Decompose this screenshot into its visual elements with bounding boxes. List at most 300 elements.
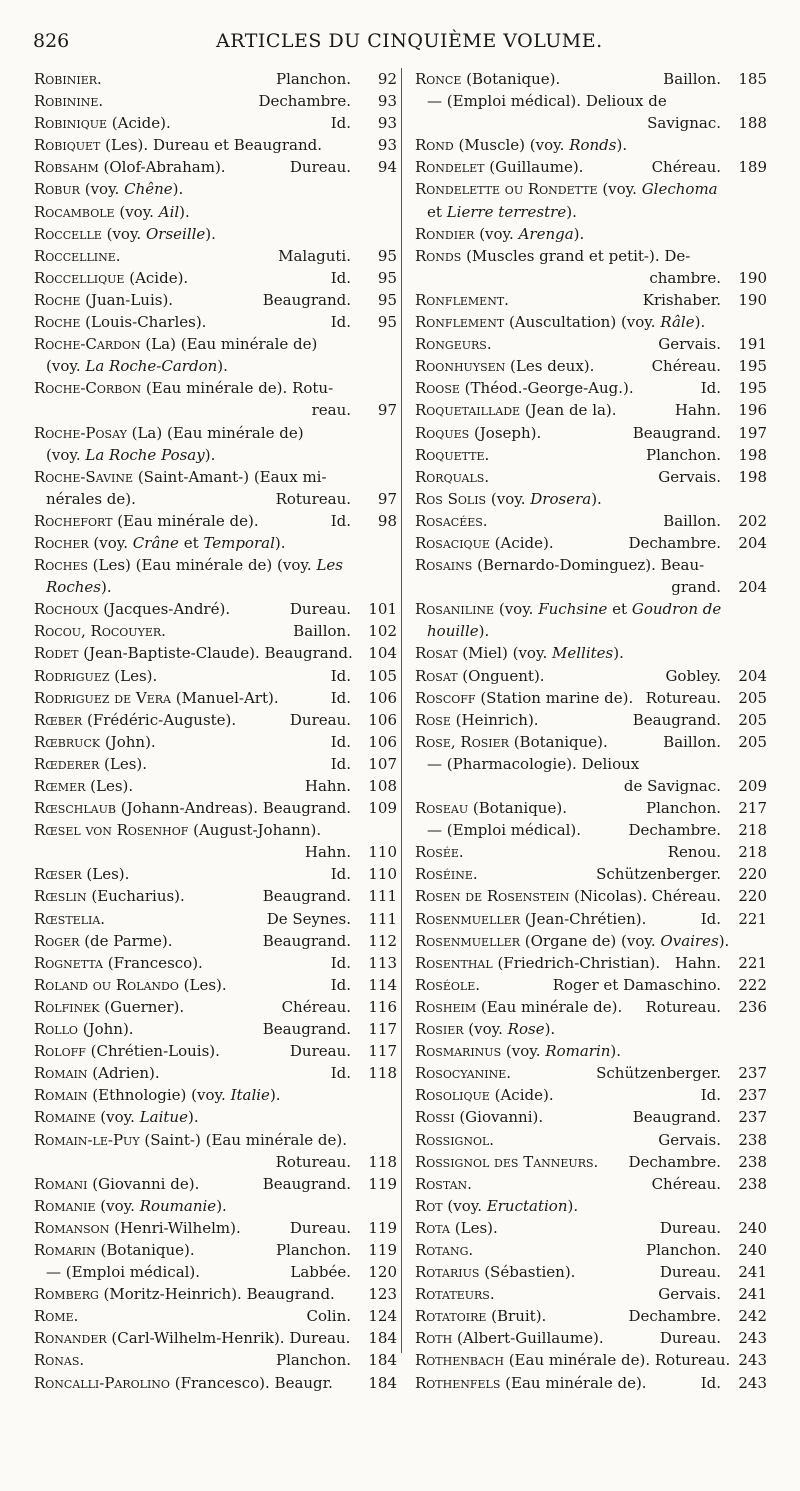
entry-page: 189 xyxy=(738,158,767,177)
index-entry xyxy=(415,863,767,885)
entry-detail: (Les) (Eau minérale de) (voy. xyxy=(87,556,317,575)
entry-page: 238 xyxy=(738,1174,767,1193)
entry-author: Id. xyxy=(330,1064,351,1083)
index-entry xyxy=(415,90,767,112)
entry-page: 217 xyxy=(738,799,767,818)
entry-detail: (Francesco). Beaugr. xyxy=(169,1373,333,1392)
entry-page: 123 xyxy=(368,1285,397,1304)
entry-page: 105 xyxy=(368,666,397,685)
entry-headword: Roncalli-Parolino xyxy=(34,1373,170,1392)
entry-detail: (Ethnologie) (voy. xyxy=(87,1086,231,1105)
entry-author: Beaugrand. xyxy=(262,887,351,906)
index-entry xyxy=(34,819,397,841)
entry-page: 104 xyxy=(368,644,397,663)
entry-page: 221 xyxy=(738,909,767,928)
entry-detail: (voy. xyxy=(463,1020,508,1039)
index-entry xyxy=(415,201,767,223)
entry-author: Chéreau. xyxy=(651,357,721,376)
index-entry xyxy=(415,311,767,333)
index-entry xyxy=(415,1217,767,1239)
entry-detail: (Guillaume). xyxy=(484,158,584,177)
index-entry xyxy=(415,377,767,399)
entry-text xyxy=(427,753,639,775)
entry-text xyxy=(34,1305,78,1327)
entry-text xyxy=(34,156,226,178)
entry-headword: Rœber xyxy=(34,710,83,729)
entry-headword: Roccelline. xyxy=(34,246,121,265)
entry-headword: Rosheim xyxy=(415,997,477,1016)
entry-headword: Rosacées. xyxy=(415,511,488,530)
entry-headword: Rorquals. xyxy=(415,467,490,486)
index-entry xyxy=(34,996,397,1018)
entry-author: Chéreau. xyxy=(651,887,721,906)
entry-page: 243 xyxy=(738,1329,767,1348)
entry-text xyxy=(415,1327,604,1349)
entry-detail: (Guerner). xyxy=(99,997,185,1016)
index-entry xyxy=(415,797,767,819)
index-entry xyxy=(34,1062,397,1084)
entry-author: Dureau. xyxy=(659,1329,721,1348)
entry-detail: (voy. xyxy=(101,224,146,243)
entry-page: 184 xyxy=(368,1373,397,1392)
entry-detail: ). xyxy=(204,445,216,464)
index-entry xyxy=(415,355,767,377)
index-entry xyxy=(34,642,397,664)
entry-text xyxy=(34,112,171,134)
entry-detail: — (Emploi médical). xyxy=(46,1263,201,1282)
entry-detail: (La) (Eau minérale de) xyxy=(140,335,318,354)
entry-text xyxy=(415,908,646,930)
entry-page: 97 xyxy=(377,489,397,508)
entry-detail: (Jean de la). xyxy=(520,401,617,420)
entry-text xyxy=(415,1239,473,1261)
entry-text xyxy=(34,797,351,819)
entry-text xyxy=(34,974,227,996)
index-entry xyxy=(415,134,767,156)
entry-detail: (Joseph). xyxy=(469,423,542,442)
entry-detail: (Louis-Charles). xyxy=(80,313,207,332)
entry-page: 198 xyxy=(738,445,767,464)
index-entry xyxy=(415,68,767,90)
entry-detail: ). xyxy=(478,622,490,641)
entry-text xyxy=(415,245,690,267)
entry-text xyxy=(34,775,133,797)
index-entry xyxy=(415,1040,767,1062)
entry-text xyxy=(34,68,102,90)
entry-headword: Rognetta xyxy=(34,953,103,972)
entry-detail: et xyxy=(178,533,204,552)
entry-detail: (Chrétien-Louis). xyxy=(85,1042,220,1061)
entry-author: Id. xyxy=(330,688,351,707)
entry-detail: (Acide). xyxy=(489,533,554,552)
entry-page: 92 xyxy=(377,70,397,88)
entry-text xyxy=(415,355,594,377)
entry-page: 98 xyxy=(377,511,397,530)
entry-detail: nérales de). xyxy=(46,489,136,508)
entry-detail: (Eau minérale de). Rotureau. xyxy=(503,1351,731,1370)
entry-text xyxy=(415,1129,494,1151)
index-entry xyxy=(34,333,397,355)
entry-page: 205 xyxy=(738,710,767,729)
entry-page: 190 xyxy=(738,290,767,309)
entry-page: 106 xyxy=(368,732,397,751)
index-entry xyxy=(34,1018,397,1040)
entry-detail: ). xyxy=(573,224,585,243)
entry-text xyxy=(415,863,478,885)
entry-detail: (Acide). xyxy=(489,1086,554,1105)
entry-page: 218 xyxy=(738,821,767,840)
entry-text xyxy=(34,1195,227,1217)
entry-author: Id. xyxy=(700,909,721,928)
entry-detail: (Station marine de). xyxy=(475,688,634,707)
entry-detail: ). xyxy=(613,644,624,663)
entry-author: Planchon. xyxy=(645,1240,721,1259)
entry-headword: Roche-Posay xyxy=(34,423,127,442)
entry-detail: (Frédéric-Auguste). xyxy=(82,710,237,729)
entry-author: Gervais. xyxy=(658,467,721,486)
index-entry xyxy=(415,156,767,178)
entry-text xyxy=(415,1261,575,1283)
entry-detail: ). xyxy=(179,202,190,221)
index-entry xyxy=(415,753,767,775)
entry-reference: Arenga xyxy=(518,224,574,243)
entry-detail: (Henri-Wilhelm). xyxy=(109,1218,241,1237)
entry-headword: Roche xyxy=(34,313,81,332)
entry-page: 185 xyxy=(738,70,767,88)
entry-headword: Roche xyxy=(34,290,81,309)
index-entry xyxy=(415,333,767,355)
entry-text xyxy=(34,134,322,156)
entry-headword: Roloff xyxy=(34,1042,86,1061)
entry-page: 218 xyxy=(738,843,767,862)
entry-detail: (voy. xyxy=(79,180,125,199)
entry-text xyxy=(34,996,184,1018)
entry-text xyxy=(34,1129,347,1151)
page-header xyxy=(0,30,800,60)
entry-text xyxy=(415,996,622,1018)
entry-detail: (Auscultation) (voy. xyxy=(504,313,661,332)
entry-text xyxy=(34,753,147,775)
entry-author: Planchon. xyxy=(275,70,351,88)
entry-text xyxy=(415,1305,546,1327)
entry-author: Beaugrand. xyxy=(632,423,721,442)
entry-text xyxy=(34,1283,335,1305)
entry-text xyxy=(34,289,173,311)
entry-headword: Roth xyxy=(415,1329,453,1348)
index-entry xyxy=(34,267,397,289)
entry-page: 241 xyxy=(738,1263,767,1282)
entry-headword: Roccellique xyxy=(34,268,125,287)
entry-detail: (Eucharius). xyxy=(86,887,185,906)
entry-detail: (Jacques-André). xyxy=(98,600,231,619)
entry-text xyxy=(415,1372,647,1394)
entry-headword: Rosains xyxy=(415,556,473,575)
entry-headword: Rotatoire xyxy=(415,1307,487,1326)
entry-text xyxy=(427,819,581,841)
entry-author: Savignac. xyxy=(647,114,721,133)
entry-author: Dureau. xyxy=(289,1042,351,1061)
entry-text xyxy=(46,576,112,598)
entry-detail: (John). xyxy=(77,1020,134,1039)
entry-page: 237 xyxy=(738,1108,767,1127)
entry-author: Id. xyxy=(330,953,351,972)
entry-detail: (voy. xyxy=(46,357,86,376)
entry-text xyxy=(415,554,704,576)
entry-page: 93 xyxy=(377,92,397,111)
entry-text xyxy=(34,510,259,532)
entry-author: Dureau. xyxy=(659,1263,721,1282)
entry-headword: Ronflement xyxy=(415,313,505,332)
entry-headword: Rossi xyxy=(415,1108,455,1127)
entry-author: Rotureau. xyxy=(275,1152,351,1171)
running-title: ARTICLES DU CINQUIÈME VOLUME. xyxy=(216,30,603,52)
entry-author: Beaugrand. xyxy=(262,1174,351,1193)
index-entry xyxy=(34,466,397,488)
entry-page: 220 xyxy=(738,865,767,884)
entry-detail: (Les deux). xyxy=(505,357,595,376)
entry-detail: (de Parme). xyxy=(79,931,173,950)
entry-author: Hahn. xyxy=(304,843,351,862)
entry-page: 184 xyxy=(368,1329,397,1348)
entry-detail: (Botanique). xyxy=(468,799,567,818)
index-entry xyxy=(415,1129,767,1151)
entry-text xyxy=(34,908,105,930)
entry-author: Chéreau. xyxy=(651,158,721,177)
index-entry xyxy=(415,223,767,245)
index-entry xyxy=(34,1327,397,1349)
entry-page: 236 xyxy=(738,997,767,1016)
entry-author: Planchon. xyxy=(645,445,721,464)
index-entry xyxy=(34,731,397,753)
entry-author: Dechambre. xyxy=(628,533,721,552)
entry-author: Id. xyxy=(330,975,351,994)
entry-text xyxy=(34,466,327,488)
entry-text xyxy=(415,68,560,90)
entry-page: 240 xyxy=(738,1218,767,1237)
index-entry xyxy=(415,1239,767,1261)
entry-headword: Rosenmueller xyxy=(415,909,520,928)
entry-page: 109 xyxy=(368,799,397,818)
entry-detail: (Eau minérale de). xyxy=(500,1373,647,1392)
entry-headword: Roche-Corbon xyxy=(34,379,142,398)
entry-author: Hahn. xyxy=(304,777,351,795)
entry-headword: Rosmarinus xyxy=(415,1042,502,1061)
entry-detail: (Eau minérale de). xyxy=(476,997,623,1016)
entry-detail: (Heinrich). xyxy=(450,710,539,729)
index-entry xyxy=(415,466,767,488)
index-entry xyxy=(415,598,767,620)
entry-page: 188 xyxy=(738,114,767,133)
entry-detail: (Sébastien). xyxy=(479,1263,576,1282)
index-entry xyxy=(415,1106,767,1128)
entry-page: 117 xyxy=(368,1042,397,1061)
entry-reference: Fuchsine xyxy=(538,600,608,619)
entry-text xyxy=(34,201,190,223)
index-entry xyxy=(34,1372,397,1394)
entry-headword: Rosat xyxy=(415,644,458,663)
entry-text xyxy=(34,90,103,112)
entry-text xyxy=(34,1349,84,1371)
entry-detail: (Les). xyxy=(81,865,130,884)
index-entry xyxy=(415,1261,767,1283)
entry-page: 198 xyxy=(738,467,767,486)
entry-headword: Roséine. xyxy=(415,865,478,884)
entry-text xyxy=(415,1062,511,1084)
entry-text xyxy=(415,731,608,753)
entry-text xyxy=(415,1195,578,1217)
entry-author: Baillon. xyxy=(663,511,721,530)
entry-detail: ). xyxy=(274,533,286,552)
entry-page: 195 xyxy=(738,379,767,398)
entry-author: Renou. xyxy=(667,843,721,862)
entry-detail: et xyxy=(427,202,447,221)
entry-author: Dechambre. xyxy=(628,821,721,840)
entry-author: Id. xyxy=(700,379,721,398)
index-entry xyxy=(34,377,397,399)
entry-reference: Roumanie xyxy=(139,1196,217,1215)
entry-author: Id. xyxy=(330,666,351,685)
index-entry xyxy=(415,1173,767,1195)
index-entry xyxy=(34,974,397,996)
index-entry xyxy=(415,709,767,731)
entry-reference: La Roche-Cardon xyxy=(85,357,218,376)
entry-author: Id. xyxy=(330,865,351,884)
entry-headword: Rodriguez xyxy=(34,666,110,685)
index-entry xyxy=(415,554,767,576)
entry-detail: (Onguent). xyxy=(457,666,545,685)
index-entry xyxy=(34,355,397,377)
entry-detail: (Les). xyxy=(109,666,158,685)
entry-page: 118 xyxy=(368,1152,397,1171)
entry-detail: (Les). xyxy=(99,754,148,773)
entry-detail: (Muscle) (voy. xyxy=(453,136,570,155)
entry-text xyxy=(34,731,156,753)
entry-headword: Roscoff xyxy=(415,688,476,707)
entry-text xyxy=(34,863,129,885)
entry-page: 205 xyxy=(738,732,767,751)
entry-detail: (Jean-Baptiste-Claude). Beaugrand. xyxy=(78,644,353,663)
entry-page: 191 xyxy=(738,335,767,354)
entry-detail: (Les). xyxy=(178,975,227,994)
entry-text xyxy=(34,311,206,333)
entry-page: 111 xyxy=(368,887,397,906)
entry-text xyxy=(415,974,480,996)
entry-text xyxy=(34,885,185,907)
entry-detail: (Les). xyxy=(450,1218,498,1237)
entry-reference: Ail xyxy=(158,202,180,221)
entry-headword: Rœmer xyxy=(34,777,86,795)
entry-headword: Rostan. xyxy=(415,1174,472,1193)
entry-text xyxy=(34,1018,134,1040)
entry-reference: Mellites xyxy=(551,644,614,663)
entry-detail: ). xyxy=(187,1108,199,1127)
entry-reference: Drosera xyxy=(530,489,592,508)
entry-detail: (voy. xyxy=(442,1196,487,1215)
entry-text xyxy=(415,797,567,819)
entry-text xyxy=(46,444,215,466)
entry-text xyxy=(34,333,317,355)
entry-detail: ). xyxy=(205,224,216,243)
entry-detail: (Saint-) (Eau minérale de). xyxy=(139,1130,347,1149)
entry-headword: Rœsel von Rosenhof xyxy=(34,821,189,840)
entry-author: grand. xyxy=(671,578,721,597)
entry-author: Schützenberger. xyxy=(596,1064,721,1083)
entry-detail: ). xyxy=(718,931,730,950)
entry-page: 116 xyxy=(368,997,397,1016)
index-entry xyxy=(415,952,767,974)
entry-text xyxy=(415,466,489,488)
entry-detail: (voy. xyxy=(597,180,642,199)
index-entry xyxy=(415,687,767,709)
entry-reference: Eructation xyxy=(486,1196,568,1215)
index-entry xyxy=(34,554,397,576)
entry-page: 117 xyxy=(368,1020,397,1039)
index-entry xyxy=(34,1129,397,1151)
entry-detail: (Adrien). xyxy=(87,1064,160,1083)
entry-text xyxy=(34,1106,199,1128)
entry-headword: Rosen de Rosenstein xyxy=(415,887,570,906)
entry-text xyxy=(34,1217,241,1239)
entry-page: 95 xyxy=(377,246,397,265)
index-entry xyxy=(34,952,397,974)
entry-headword: Rotateurs. xyxy=(415,1285,495,1304)
entry-detail: ). xyxy=(610,1042,622,1061)
entry-detail: (voy. xyxy=(95,1196,140,1215)
entry-page: 97 xyxy=(377,401,397,420)
entry-detail: (Giovanni). xyxy=(454,1108,544,1127)
index-entry xyxy=(34,245,397,267)
index-entry xyxy=(34,201,397,223)
entry-detail: ). xyxy=(217,357,228,376)
entry-author: Gobley. xyxy=(665,666,721,685)
index-entry xyxy=(415,245,767,267)
entry-headword: Rosenthal xyxy=(415,953,493,972)
entry-detail: (Olof-Abraham). xyxy=(98,158,226,177)
index-entry xyxy=(34,797,397,819)
entry-headword: Roland ou Rolando xyxy=(34,975,179,994)
entry-author: Chéreau. xyxy=(281,997,351,1016)
index-entry xyxy=(415,1062,767,1084)
entry-headword: Rosacique xyxy=(415,533,490,552)
index-entry xyxy=(415,974,767,996)
entry-detail: (Giovanni de). xyxy=(87,1174,200,1193)
index-entry xyxy=(415,1372,767,1394)
entry-detail: (voy. xyxy=(46,445,86,464)
entry-text xyxy=(34,952,203,974)
entry-page: 106 xyxy=(368,688,397,707)
entry-author: chambre. xyxy=(649,268,721,287)
entry-headword: Romain xyxy=(34,1086,88,1105)
entry-text xyxy=(415,1106,543,1128)
entry-page: 241 xyxy=(738,1285,767,1304)
entry-detail: (Botanique). xyxy=(461,70,561,88)
entry-text xyxy=(415,952,660,974)
entry-author: Hahn. xyxy=(674,401,721,420)
entry-author: Dureau. xyxy=(289,1218,351,1237)
index-entry xyxy=(34,1151,397,1173)
entry-detail: (Muscles grand et petit-). De- xyxy=(461,246,691,265)
entry-headword: Roquette. xyxy=(415,445,490,464)
entry-page: 196 xyxy=(738,401,767,420)
index-entry xyxy=(34,444,397,466)
index-entry xyxy=(415,996,767,1018)
entry-author: Dechambre. xyxy=(258,92,351,111)
entry-text xyxy=(415,289,509,311)
entry-headword: Robinine. xyxy=(34,92,104,111)
entry-headword: Rosenmueller xyxy=(415,931,520,950)
entry-text xyxy=(34,819,321,841)
entry-headword: Robur xyxy=(34,180,80,199)
